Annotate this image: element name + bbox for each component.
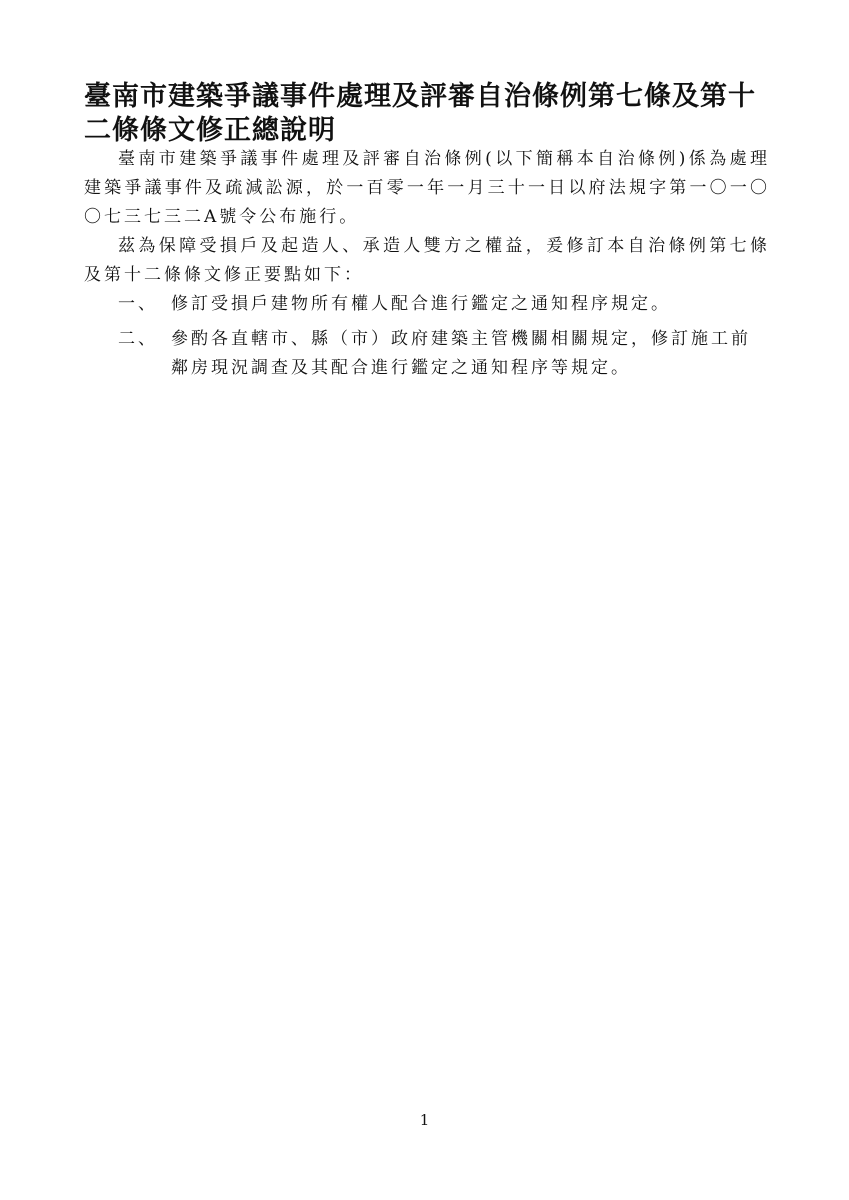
amendment-point-2 [118, 325, 770, 383]
amendment-point-text: 修訂受損戶建物所有權人配合進行鑑定之通知程序規定。 [171, 294, 671, 314]
document-title: 臺南市建築爭議事件處理及評審自治條例第七條及第十二條條文修正總說明 [84, 81, 756, 146]
purpose-paragraph: 茲為保障受損戶及起造人、承造人雙方之權益，爰修訂本自治條例第七條及第十二條條文修正要點如下： [84, 236, 770, 285]
amendment-point-1 [118, 290, 770, 319]
page-number: 1 [419, 1111, 430, 1129]
intro-paragraph: 臺南市建築爭議事件處理及評審自治條例(以下簡稱本自治條例)係為處理建築爭議事件及疏減訟源，於一百零一年一月三十一日以府法規字第一〇一〇〇七三七三二A號令公布施行。 [84, 149, 770, 227]
amendment-point-number: 二、 [118, 329, 158, 349]
amendment-point-text: 參酌各直轄市、縣（市）政府建築主管機關相關規定，修訂施工前鄰房現況調查及其配合進行鑑定之通知程序等規定。 [171, 329, 751, 378]
amendment-point-number: 一、 [118, 294, 158, 314]
